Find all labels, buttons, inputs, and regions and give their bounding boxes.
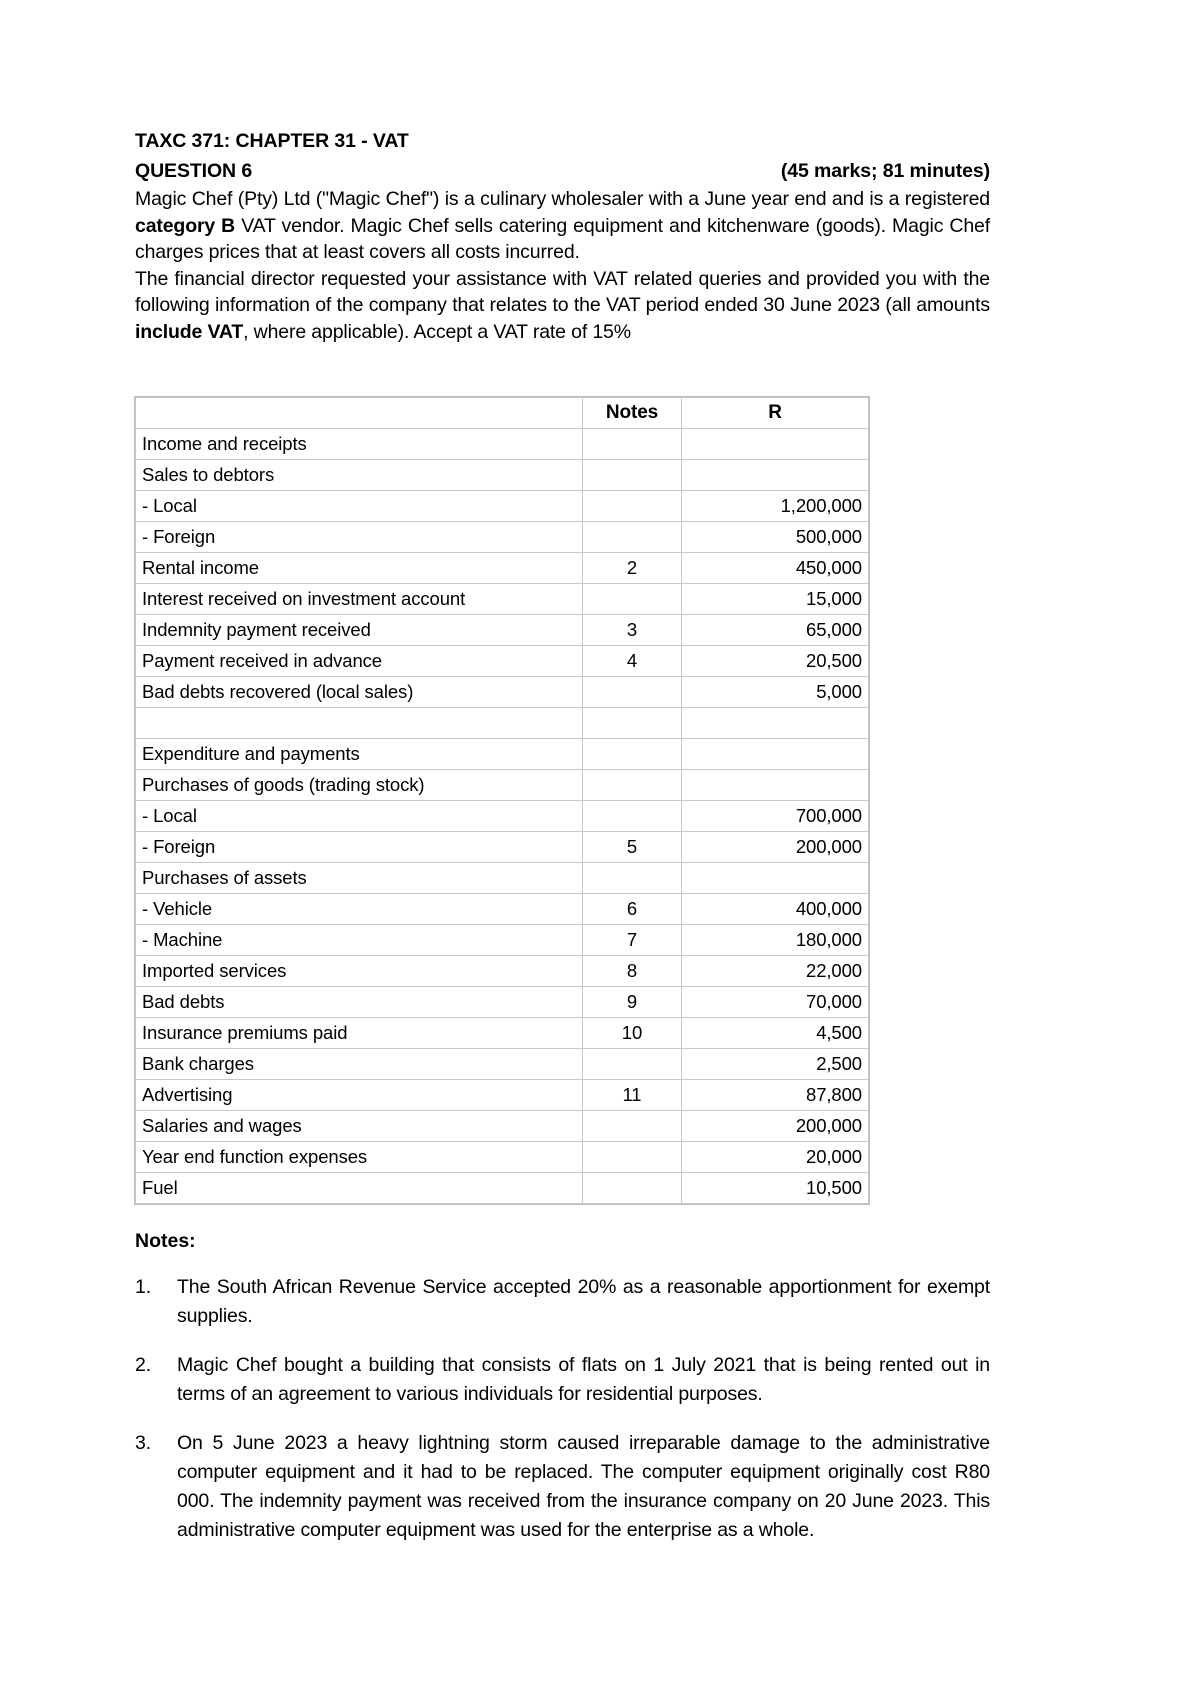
intro-paragraph-2 [135, 266, 990, 346]
financial-table [135, 397, 869, 1204]
table-row [136, 894, 869, 925]
table-row [136, 1080, 869, 1111]
row-label: - Foreign [136, 832, 583, 863]
table-row [136, 770, 869, 801]
row-amount [682, 429, 869, 460]
row-amount: 2,500 [682, 1049, 869, 1080]
row-amount [682, 739, 869, 770]
row-note-ref [583, 739, 682, 770]
row-note-ref: 3 [583, 615, 682, 646]
row-label: Imported services [136, 956, 583, 987]
note-item [135, 1351, 990, 1409]
row-amount: 450,000 [682, 553, 869, 584]
row-note-ref [583, 863, 682, 894]
row-amount: 1,200,000 [682, 491, 869, 522]
row-note-ref [583, 522, 682, 553]
note-text: The South African Revenue Service accepted 20% as a reasonable apportionment for exempt supplies. [177, 1276, 990, 1327]
row-note-ref [583, 460, 682, 491]
row-amount: 200,000 [682, 832, 869, 863]
table-row [136, 925, 869, 956]
row-note-ref: 2 [583, 553, 682, 584]
row-amount: 70,000 [682, 987, 869, 1018]
table-row [136, 584, 869, 615]
table-row [136, 739, 869, 770]
row-label: Indemnity payment received [136, 615, 583, 646]
row-note-ref: 9 [583, 987, 682, 1018]
table-row [136, 956, 869, 987]
intro-p1-part-a: Magic Chef (Pty) Ltd ("Magic Chef") is a culinary wholesaler with a June year end and is a registered [135, 188, 990, 210]
row-note-ref [583, 1111, 682, 1142]
table-row [136, 1111, 869, 1142]
header-notes: Notes [583, 398, 682, 429]
intro-paragraph-1 [135, 186, 990, 266]
row-amount: 400,000 [682, 894, 869, 925]
heading-row-question [135, 156, 990, 186]
table-row [136, 522, 869, 553]
row-label: - Machine [136, 925, 583, 956]
row-label: - Vehicle [136, 894, 583, 925]
row-note-ref [583, 491, 682, 522]
row-section-label: Expenditure and payments [136, 739, 583, 770]
row-label: - Foreign [136, 522, 583, 553]
row-amount: 22,000 [682, 956, 869, 987]
row-label: - Local [136, 491, 583, 522]
row-label [136, 708, 583, 739]
row-note-ref [583, 584, 682, 615]
row-label: Year end function expenses [136, 1142, 583, 1173]
header-description [136, 398, 583, 429]
notes-heading: Notes: [135, 1230, 196, 1252]
row-note-ref: 5 [583, 832, 682, 863]
table-row [136, 1142, 869, 1173]
row-amount: 500,000 [682, 522, 869, 553]
note-marker: 1. [135, 1276, 151, 1298]
row-note-ref [583, 770, 682, 801]
note-text: Magic Chef bought a building that consists of flats on 1 July 2021 that is being rented out in terms of an agreement to various individuals for residential purposes. [177, 1354, 990, 1405]
row-label: Sales to debtors [136, 460, 583, 491]
note-marker: 2. [135, 1354, 151, 1376]
table-body [136, 429, 869, 1204]
row-amount [682, 460, 869, 491]
row-label: Interest received on investment account [136, 584, 583, 615]
row-note-ref [583, 801, 682, 832]
table-row [136, 863, 869, 894]
question-number: QUESTION 6 [135, 160, 253, 182]
table-row [136, 615, 869, 646]
course-chapter-title: TAXC 371: CHAPTER 31 - VAT [135, 130, 409, 152]
table-row [136, 553, 869, 584]
row-amount: 200,000 [682, 1111, 869, 1142]
row-amount: 15,000 [682, 584, 869, 615]
row-note-ref [583, 1142, 682, 1173]
note-marker: 3. [135, 1432, 151, 1454]
row-label: - Local [136, 801, 583, 832]
row-label: Purchases of goods (trading stock) [136, 770, 583, 801]
row-label: Fuel [136, 1173, 583, 1204]
table-row [136, 646, 869, 677]
table-head [136, 398, 869, 429]
row-label: Advertising [136, 1080, 583, 1111]
notes-list [135, 1273, 990, 1545]
row-amount: 20,000 [682, 1142, 869, 1173]
financial-table-wrapper [135, 397, 862, 1204]
row-amount: 180,000 [682, 925, 869, 956]
row-note-ref: 6 [583, 894, 682, 925]
table-row [136, 677, 869, 708]
table-row [136, 832, 869, 863]
intro-p2-part-a: The financial director requested your assistance with VAT related queries and provided you with the following information of the company that relates to the VAT period ended 30 June 2023 (all amounts [135, 267, 990, 316]
row-note-ref [583, 677, 682, 708]
row-amount: 700,000 [682, 801, 869, 832]
row-amount [682, 863, 869, 894]
table-row [136, 429, 869, 460]
note-text: On 5 June 2023 a heavy lightning storm caused irreparable damage to the administrative computer equipment and it had to be replaced. The computer equipment originally cost R80 000. The indemnity payment was received from the insurance company on 20 June 2023. This administrative computer equipment was used for the enterprise as a whole. [177, 1432, 990, 1541]
row-note-ref [583, 708, 682, 739]
row-label: Insurance premiums paid [136, 1018, 583, 1049]
row-amount: 20,500 [682, 646, 869, 677]
row-note-ref: 4 [583, 646, 682, 677]
note-item [135, 1429, 990, 1545]
intro-p1-bold: category B [135, 214, 236, 237]
row-label: Bad debts recovered (local sales) [136, 677, 583, 708]
document-heading [135, 126, 990, 186]
intro-p1-part-b: VAT vendor. Magic Chef sells catering equipment and kitchenware (goods). Magic Chef charges prices that at least covers all costs incurred. [135, 214, 990, 263]
table-row [136, 491, 869, 522]
intro-p2-part-b: , where applicable). Accept a VAT rate of 15% [243, 320, 631, 343]
intro-p2-bold: include VAT [135, 320, 244, 343]
row-note-ref: 11 [583, 1080, 682, 1111]
row-label: Bad debts [136, 987, 583, 1018]
row-label: Rental income [136, 553, 583, 584]
header-amount: R [682, 398, 869, 429]
table-header-row [136, 398, 869, 429]
row-note-ref: 7 [583, 925, 682, 956]
row-label: Salaries and wages [136, 1111, 583, 1142]
table-row [136, 801, 869, 832]
table-spacer-row [136, 708, 869, 739]
table-row [136, 987, 869, 1018]
row-amount: 10,500 [682, 1173, 869, 1204]
table-row [136, 1018, 869, 1049]
row-amount [682, 708, 869, 739]
row-amount: 87,800 [682, 1080, 869, 1111]
row-amount: 4,500 [682, 1018, 869, 1049]
row-note-ref [583, 1049, 682, 1080]
table-row [136, 1049, 869, 1080]
row-note-ref [583, 429, 682, 460]
table-row [136, 460, 869, 491]
table-row [136, 1173, 869, 1204]
row-label: Purchases of assets [136, 863, 583, 894]
row-amount [682, 770, 869, 801]
row-note-ref [583, 1173, 682, 1204]
note-item [135, 1273, 990, 1331]
row-section-label: Income and receipts [136, 429, 583, 460]
row-note-ref: 8 [583, 956, 682, 987]
row-amount: 5,000 [682, 677, 869, 708]
marks-and-time: (45 marks; 81 minutes) [780, 160, 990, 182]
row-amount: 65,000 [682, 615, 869, 646]
row-label: Payment received in advance [136, 646, 583, 677]
row-note-ref: 10 [583, 1018, 682, 1049]
row-label: Bank charges [136, 1049, 583, 1080]
heading-row-course [135, 126, 990, 156]
